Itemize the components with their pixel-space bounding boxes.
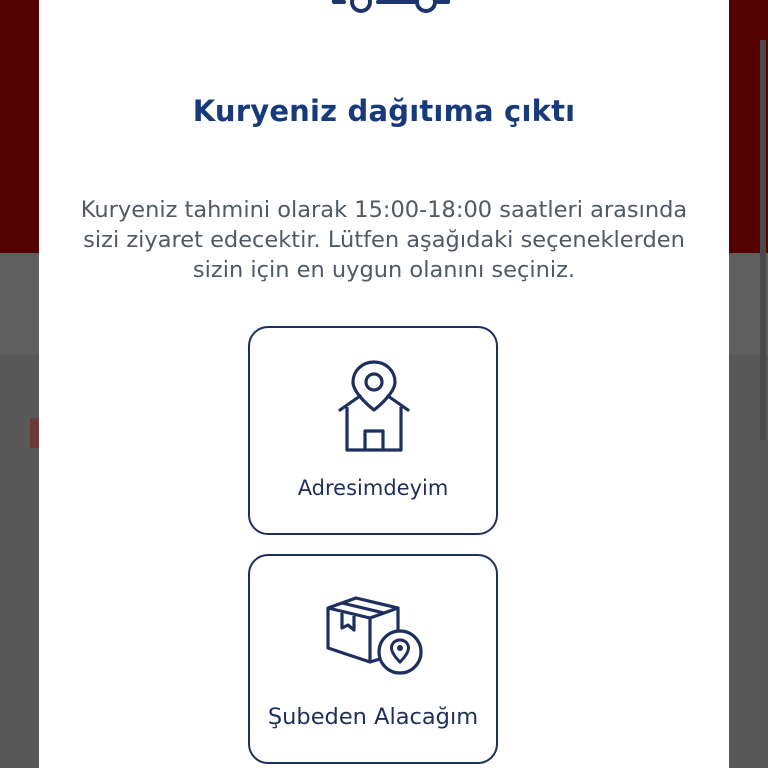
description-line: sizin için en uygun olanını seçiniz. [192,257,576,283]
dialog-title: Kuryeniz dağıtıma çıktı [192,94,576,128]
option-pickup-branch-button[interactable] [248,554,498,764]
option-label: Şubeden Alacağım [267,704,479,730]
dialog-description [39,195,729,285]
courier-vehicle-icon [330,0,452,28]
package-location-icon [324,594,426,676]
description-line: sizi ziyaret edecektir. Lütfen aşağıdaki seçeneklerden [83,227,685,253]
description-line: Kuryeniz tahmini olarak 15:00-18:00 saatleri arasında [80,197,688,223]
home-location-icon [338,358,410,454]
option-at-address-button[interactable] [248,326,498,535]
option-label: Adresimdeyim [297,476,449,500]
